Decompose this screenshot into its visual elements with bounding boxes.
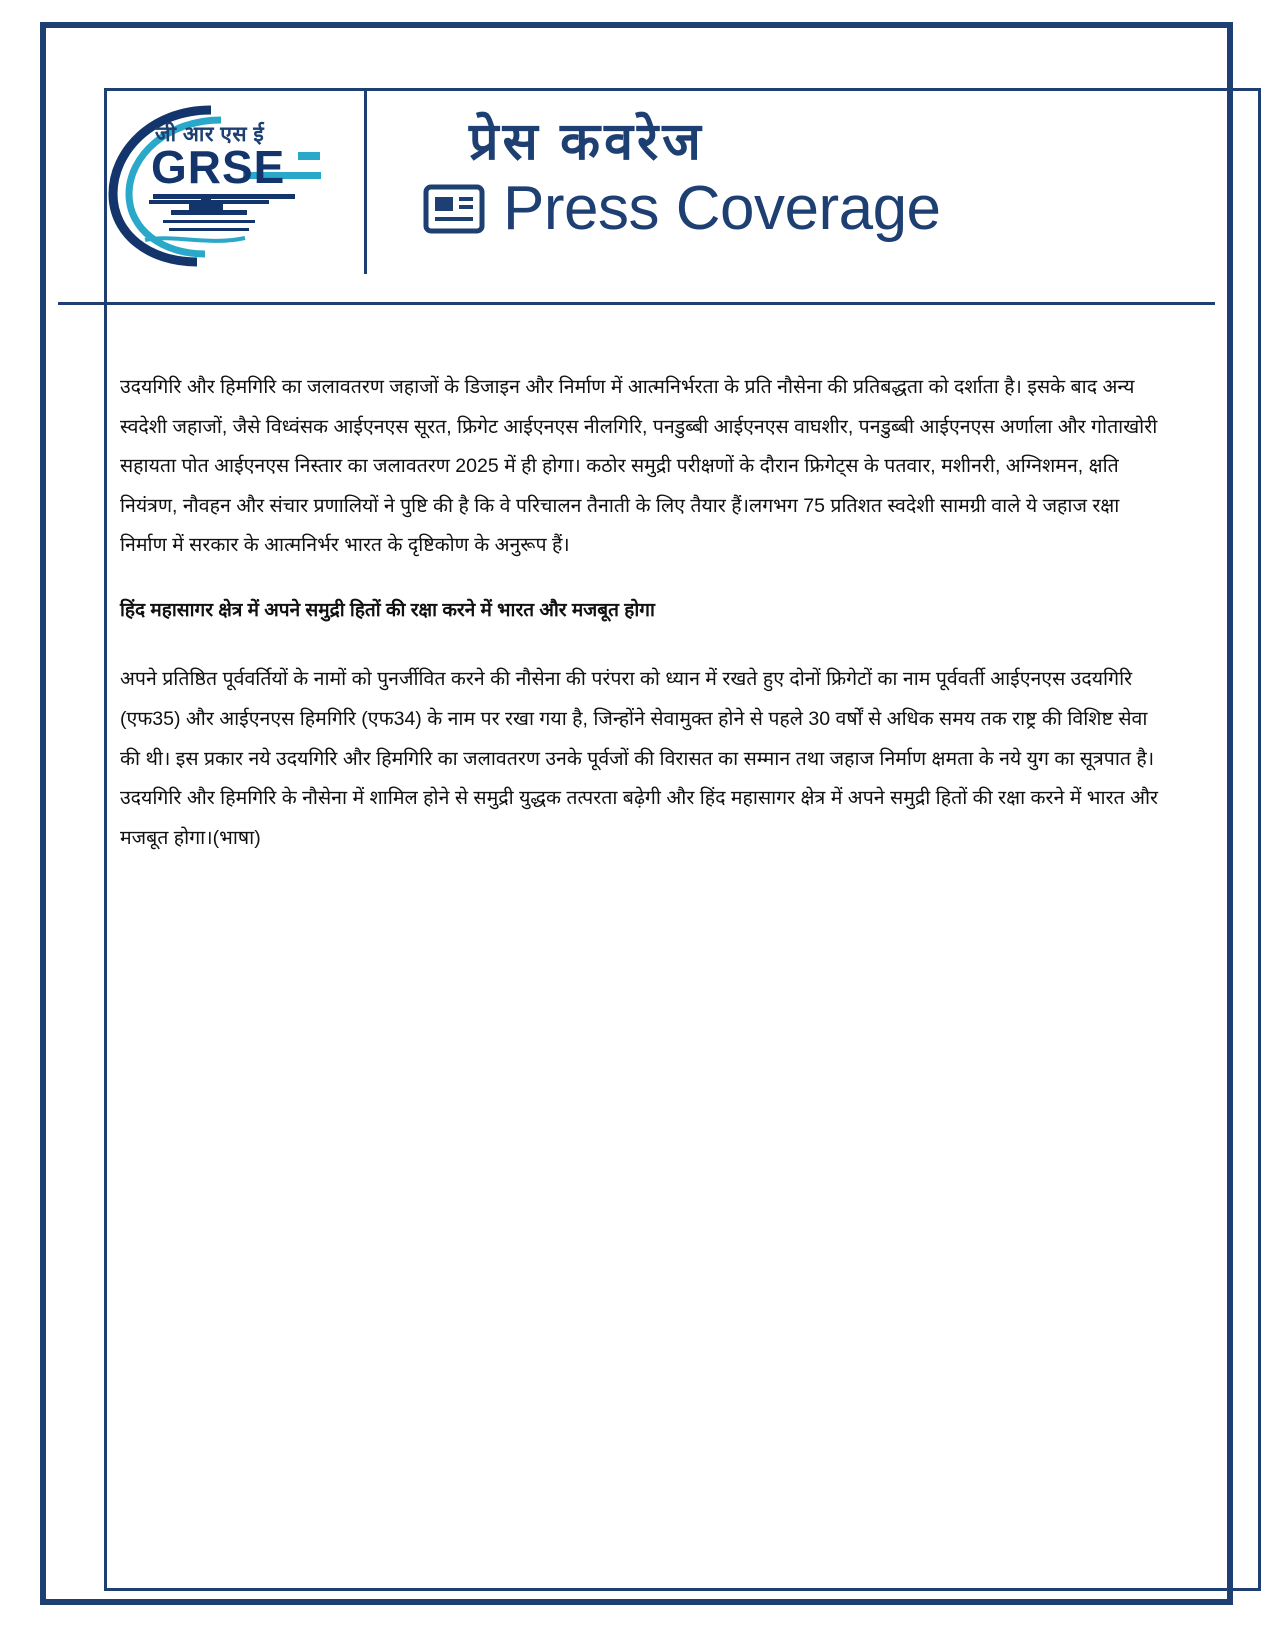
grse-logo: [58, 60, 358, 302]
header-title-area: [393, 113, 1215, 243]
document-header: [58, 60, 1215, 305]
title-english: Press Coverage: [503, 173, 941, 243]
body-subheading: हिंद महासागर क्षेत्र में अपने समुद्री हितों की रक्षा करने में भारत और मजबूत होगा: [120, 599, 655, 621]
logo-underline: [153, 194, 295, 199]
newspaper-icon: [423, 180, 485, 238]
logo-acronym: GRSE: [151, 140, 286, 193]
header-vertical-divider: [364, 89, 367, 274]
document-body: [120, 368, 1160, 884]
logo-hindi-text: जी आर एस ई: [155, 122, 265, 146]
title-hindi: प्रेस कवरेज: [469, 113, 705, 172]
body-paragraph-1: उदयगिरि और हिमगिरि का जलावतरण जहाजों के डिजाइन और निर्माण में आत्मनिर्भरता के प्रति नौसेना की प्रतिबद्धता को दर्शाता है। इसके बाद अन्य स्वदेशी जहाजों, जैसे विध्वंसक आईएनएस सूरत, फ्रिगेट आईएनएस नीलगिरि, पनडुब्बी आईएनएस वाघशीर, पनडुब्बी आईएनएस अर्णाला और गोताखोरी सहायता पोत आईएनएस निस्तार का जलावतरण 2025 में ही होगा। कठोर समुद्री परीक्षणों के दौरान फ्रिगेट्स के पतवार, मशीनरी, अग्निशमन, क्षति नियंत्रण, नौवहन और संचार प्रणालियों ने पुष्टि की है कि वे परिचालन तैनाती के लिए तैयार हैं।लगभग 75 प्रतिशत स्वदेशी सामग्री वाले ये जहाज रक्षा निर्माण में सरकार के आत्मनिर्भर भारत के दृष्टिकोण के अनुरूप हैं।: [120, 376, 1158, 557]
body-paragraph-2: अपने प्रतिष्ठित पूर्ववर्तियों के नामों को पुनर्जीवित करने की नौसेना की परंपरा को ध्यान में रखते हुए दोनों फ्रिगेटों का नाम पूर्ववर्ती आईएनएस उदयगिरि (एफ35) और आईएनएस हिमगिरि (एफ34) के नाम पर रखा गया है, जिन्होंने सेवामुक्त होने से पहले 30 वर्षों से अधिक समय तक राष्ट्र की विशिष्ट सेवा की थी। इस प्रकार नये उदयगिरि और हिमगिरि का जलावतरण उनके पूर्वजों की विरासत का सम्मान तथा जहाज निर्माण क्षमता के नये युग का सूत्रपात है। उदयगिरि और हिमगिरि के नौसेना में शामिल होने से समुद्री युद्धक तत्परता बढ़ेगी और हिंद महासागर क्षेत्र में अपने समुद्री हितों की रक्षा करने में भारत और मजबूत होगा।(भाषा): [120, 668, 1158, 849]
